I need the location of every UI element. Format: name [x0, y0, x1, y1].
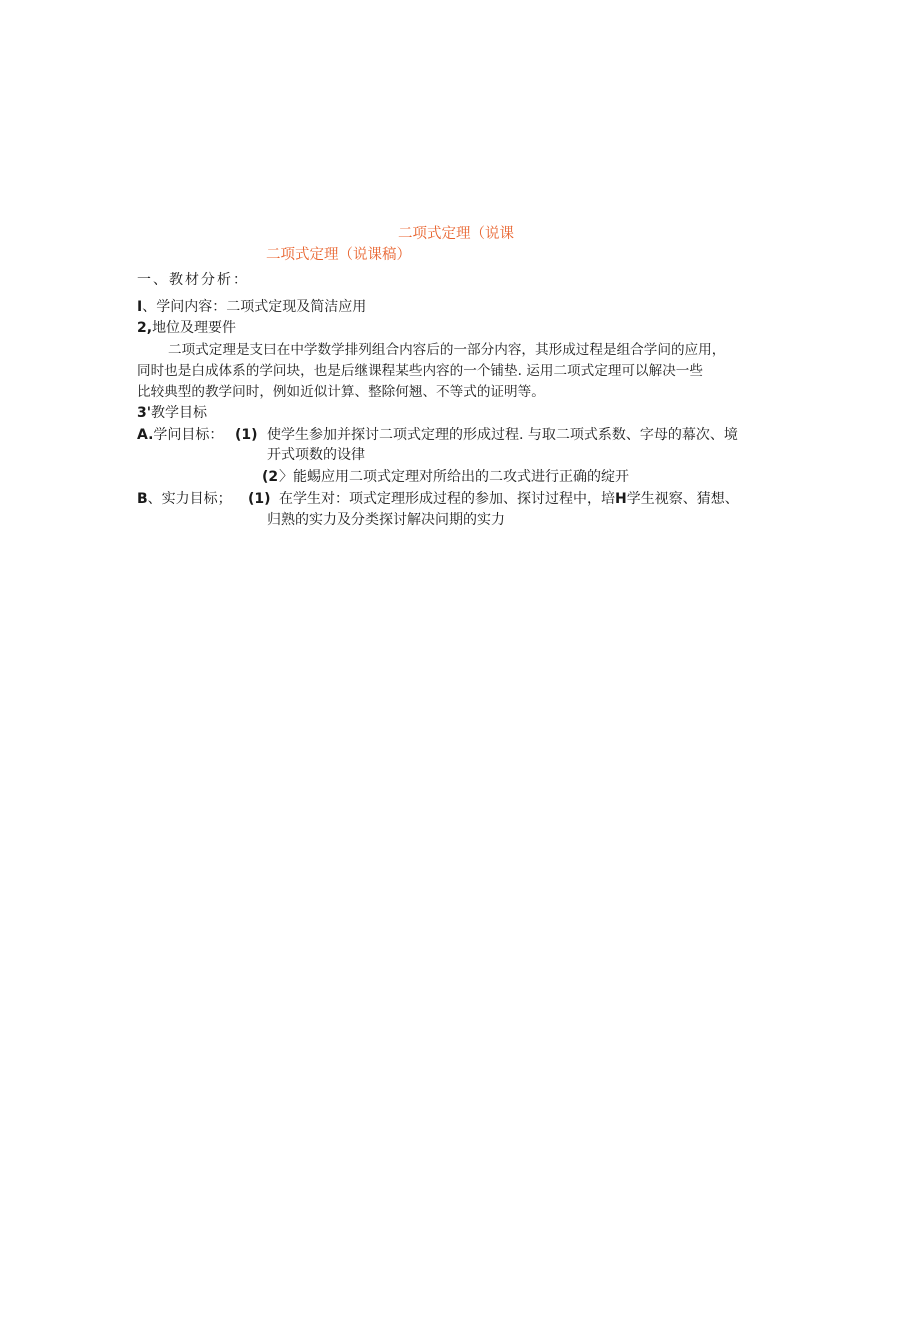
item-1-number: I [137, 299, 143, 315]
paragraph-line-1: 二项式定理是支曰在中学数学排列组合内容后的一部分内容，其形成过程是组合学问的应用， [168, 342, 726, 358]
goal-b-number-1: (1) [248, 491, 271, 507]
goal-a-line-1: 使学生参加并探讨二项式定理的形成过程. 与取二项式系数、字母的幕次、境 [267, 427, 738, 443]
goal-a-label [137, 425, 223, 445]
goal-b-line-1 [279, 489, 739, 509]
item-1 [137, 297, 366, 317]
item-3-text: 教学目标 [151, 405, 208, 421]
item-2 [137, 318, 236, 338]
goal-b-letter: B [137, 491, 148, 507]
section-heading: 一、教材分析： [137, 272, 249, 288]
goal-a-title: 学问目标： [153, 427, 224, 443]
goal-a-number-2: (2 [262, 469, 279, 485]
goal-b-line-1-part-b: 学生视察、猜想、 [626, 491, 739, 507]
item-1-text: 、学问内容：二项式定现及简洁应用 [142, 299, 367, 315]
document-title-1: 二项式定理（说课 [398, 226, 514, 242]
item-2-number: 2, [137, 320, 153, 336]
goal-a-number-1: (1) [235, 427, 258, 443]
document-title-2: 二项式定理（说课稿） [266, 247, 411, 263]
goal-b-title: 、实力目标； [147, 491, 232, 507]
goal-b-line-1-part-a: 在学生对：项式定理形成过程的参加、探讨过程中，培 [279, 491, 615, 507]
item-3 [137, 403, 207, 423]
paragraph-line-3: 比较典型的教学问时，例如近似计算、整除何翘、不等式的证明等。 [137, 384, 545, 400]
goal-a-line-2: 开式项数的设律 [267, 447, 365, 463]
goal-b-label [137, 489, 232, 509]
goal-b-line-1-bold: H [615, 491, 627, 507]
item-2-text: 地位及理要件 [152, 320, 237, 336]
item-3-number: 3' [137, 405, 152, 421]
goal-a-line-3: 〉能蜴应用二项式定理对所给出的二攻式进行正确的绽开 [279, 469, 629, 485]
paragraph-line-2: 同时也是白成体系的学问块，也是后继课程某些内容的一个铺垫. 运用二项式定理可以解决一些 [137, 363, 703, 379]
goal-a-letter: A. [137, 427, 154, 443]
goal-b-line-2: 归熟的实力及分类探讨解决问期的实力 [267, 512, 505, 528]
